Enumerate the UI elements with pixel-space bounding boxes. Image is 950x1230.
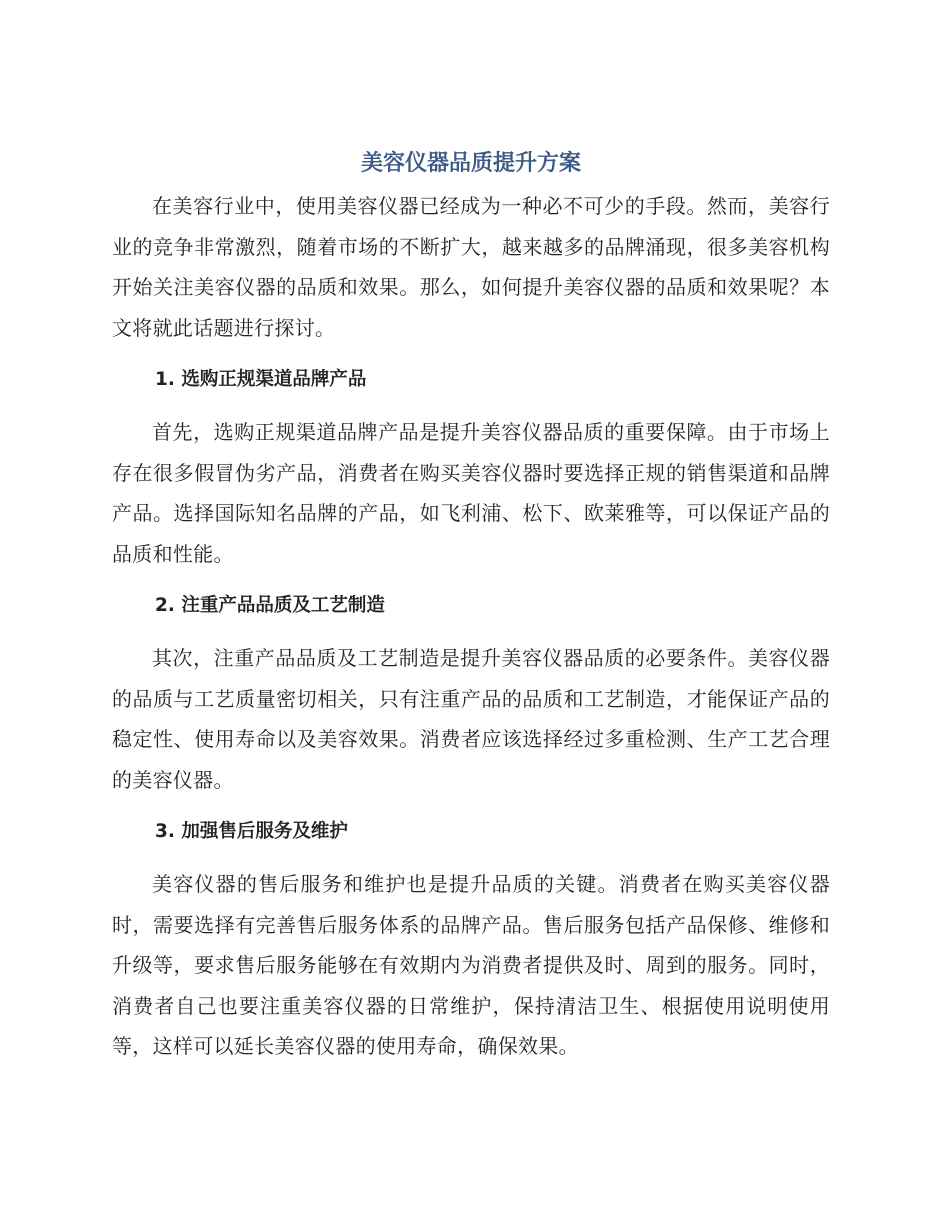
section-heading: 2. 注重产品品质及工艺制造: [155, 595, 385, 616]
intro-paragraph: 在美容行业中，使用美容仪器已经成为一种必不可少的手段。然而，美容行业的竞争非常激烈，随着市场的不断扩大，越来越多的品牌涌现，很多美容机构开始关注美容仪器的品质和效果。那么，如何提升美容仪器的品质和效果呢？本文将就此话题进行探讨。: [112, 194, 830, 340]
document-title: 美容仪器品质提升方案: [360, 151, 581, 176]
section-heading: 3. 加强售后服务及维护: [155, 821, 348, 842]
section-2: [112, 586, 830, 800]
section-paragraph: 首先，选购正规渠道品牌产品是提升美容仪器品质的重要保障。由于市场上存在很多假冒伪劣产品，消费者在购买美容仪器时要选择正规的销售渠道和品牌产品。选择国际知名品牌的产品，如飞利浦、松下、欧莱雅等，可以保证产品的品质和性能。: [112, 420, 830, 566]
section-paragraph: 其次，注重产品品质及工艺制造是提升美容仪器品质的必要条件。美容仪器的品质与工艺质量密切相关，只有注重产品的品质和工艺制造，才能保证产品的稳定性、使用寿命以及美容效果。消费者应该选择经过多重检测、生产工艺合理的美容仪器。: [112, 646, 830, 792]
document-page: [112, 146, 830, 1067]
section-3: [112, 812, 830, 1067]
section-1: [112, 360, 830, 574]
section-heading: 1. 选购正规渠道品牌产品: [155, 369, 367, 390]
section-paragraph: 美容仪器的售后服务和维护也是提升品质的关键。消费者在购买美容仪器时，需要选择有完善售后服务体系的品牌产品。售后服务包括产品保修、维修和升级等，要求售后服务能够在有效期内为消费者提供及时、周到的服务。同时，消费者自己也要注重美容仪器的日常维护，保持清洁卫生、根据使用说明使用等，这样可以延长美容仪器的使用寿命，确保效果。: [112, 872, 830, 1058]
